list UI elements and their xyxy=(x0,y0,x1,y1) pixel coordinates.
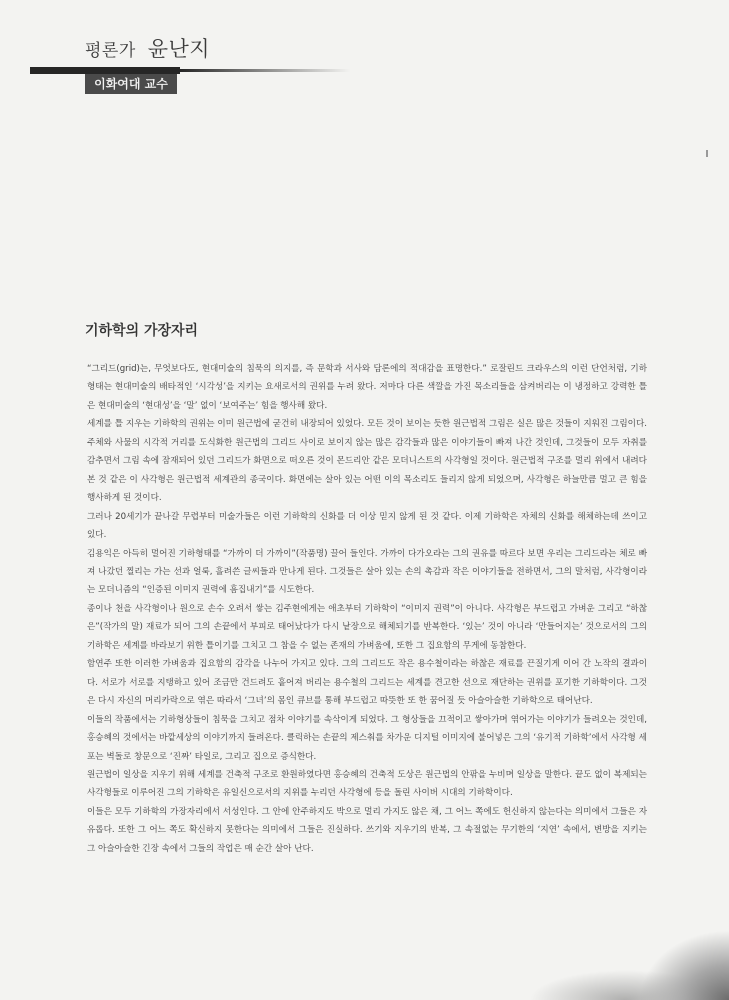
scan-corner-shadow xyxy=(639,930,729,1000)
paragraph: 이들의 작품에서는 기하형상들이 침묵을 그치고 점차 이야기를 속삭이게 되었다. 그 형상들을 끄적이고 쌓아가며 엮어가는 이야기가 들려오는 것인데, 홍승혜의 것에서는 바깥세상의 이야기까지 들려온다. 클릭하는 손끝의 제스춰를 차가운 디지털 이미지에 불어넣은 그의 ‘유기적 기하학’에서 사각형 세포는 벽돌로 창문으로 ‘진짜’ 타일로, 그리고 집으로 증식한다. xyxy=(87,714,647,762)
article-body xyxy=(87,360,647,858)
paragraph: 원근법이 일상을 지우기 위해 세계를 건축적 구조로 환원하였다면 홍승혜의 건축적 도상은 원근법의 안팎을 누비며 일상을 말한다. 끝도 없이 복제되는 사각형들로 이루어진 그의 기하학은 유일신으로서의 지위를 누리던 사각형에 등을 돌린 사이버 시대의 기하학이다. xyxy=(87,769,647,799)
paragraph: “그리드(grid)는, 무엇보다도, 현대미술의 침묵의 의지를, 즉 문학과 서사와 담론에의 적대감을 표명한다.” 로잘린드 크라우스의 이런 단언처럼, 기하형태는 현대미술의 배타적인 ‘시각성’을 지키는 요새로서의 권위를 누려 왔다. 저마다 다른 색깔을 가진 목소리들을 삼켜버리는 이 냉정하고 강력한 틀은 현대미술의 ‘현대성’을 ‘말’ 없이 ‘보여주는’ 힘을 행사해 왔다. xyxy=(87,364,647,411)
header-rule-fade xyxy=(180,69,350,72)
paragraph: 세계를 틀 지우는 기하학의 권위는 이미 원근법에 굳건히 내장되어 있었다. 모든 것이 보이는 듯한 원근법적 그림은 실은 많은 것들이 지워진 그림이다. 주체와 사물의 시각적 거리를 도식화한 원근법의 그리드 사이로 보이지 않는 많은 감각들과 많은 이야기들이 빠져 나간 것인데, 그것들이 모두 자취를 감추면서 그림 속에 잠재되어 있던 그리드가 화면으로 떠오른 것이 몬드리안 같은 모더니스트의 사각형일 것이다. 원근법적 구조를 멀리 위에서 내려다 본 것 같은 이 사각형은 원근법적 세계관의 종국이다. 화면에는 살아 있는 어떤 이의 목소리도 들리지 않게 되었으며, 사각형은 하늘만큼 멀고 큰 힘을 행사하게 된 것이다. xyxy=(87,419,647,504)
paragraph: 함연주 또한 이러한 가벼움과 집요함의 감각을 나누어 가지고 있다. 그의 그리드도 작은 용수철이라는 하찮은 재료를 끈질기게 이어 간 노작의 결과이다. 서로가 서로를 지탱하고 있어 조금만 건드려도 흩어져 버리는 용수철의 그리드는 세계를 견고한 선으로 재단하는 권위를 포기한 기하학이다. 그것은 다시 자신의 머리카락으로 엮은 따라서 ‘그녀’의 몸인 큐브를 통해 부드럽고 따뜻한 또 한 꿈어질 듯 아슬아슬한 기하학으로 태어난다. xyxy=(87,659,647,707)
critic-label: 평론가 xyxy=(85,41,136,61)
paragraph: 그러나 20세기가 끝나갈 무렵부터 미술가들은 이런 기하학의 신화를 더 이상 믿지 않게 된 것 같다. 이제 기하학은 자체의 신화를 해체하는데 쓰이고 있다. xyxy=(87,511,647,541)
paragraph: 김용익은 아득히 멀어진 기하형태를 “가까이 더 가까이”(작품명) 끌어 들인다. 가까이 다가오라는 그의 권유를 따르다 보면 우리는 그리드라는 체로 빠져 나갔던 찔리는 가는 선과 얼룩, 흘려쓴 글씨들과 만나게 된다. 그것들은 살아 있는 손의 촉감과 작은 이야기들을 전하면서, 그의 말처럼, 사각형이라는 모더니즘의 “인증된 이미지 권력에 흠집내기”를 시도한다. xyxy=(87,548,647,596)
page-header xyxy=(85,33,210,63)
paragraph: 이들은 모두 기하학의 가장자리에서 서성인다. 그 안에 안주하지도 박으로 멀리 가지도 않은 채, 그 어느 쪽에도 헌신하지 않는다는 의미에서 그들은 자유롭다. 또한 그 어느 쪽도 확신하지 못한다는 의미에서 그들은 진실하다. 쓰기와 지우기의 반복, 그 속절없는 무기한의 ‘지연’ 속에서, 변방을 지키는 그 아슬아슬한 긴장 속에서 그들의 작업은 매 순간 살아 난다. xyxy=(87,806,647,854)
header-rule xyxy=(30,67,180,74)
section-title: 기하학의 가장자리 xyxy=(85,323,199,339)
author-name: 윤난지 xyxy=(147,37,211,61)
paragraph: 종이나 천을 사각형이나 원으로 손수 오려서 쌓는 김주현에게는 애초부터 기하학이 “이미지 권력”이 아니다. 사각형은 부드럽고 가벼운 그리고 “하찮은”(작가의 말) 재료가 되어 그의 손끝에서 부피로 태어났다가 다시 낱장으로 해체되기를 반복한다. ‘있는’ 것이 아니라 ‘만들어지는’ 것으로서의 그의 기하학은 세계를 바라보기 위한 틀이기를 그치고 그 참을 수 없는 존재의 가벼움에, 또한 그 집요함의 무게에 동참한다. xyxy=(87,603,647,651)
scan-mark xyxy=(706,150,708,157)
author-affiliation: 이화여대 교수 xyxy=(85,74,177,94)
